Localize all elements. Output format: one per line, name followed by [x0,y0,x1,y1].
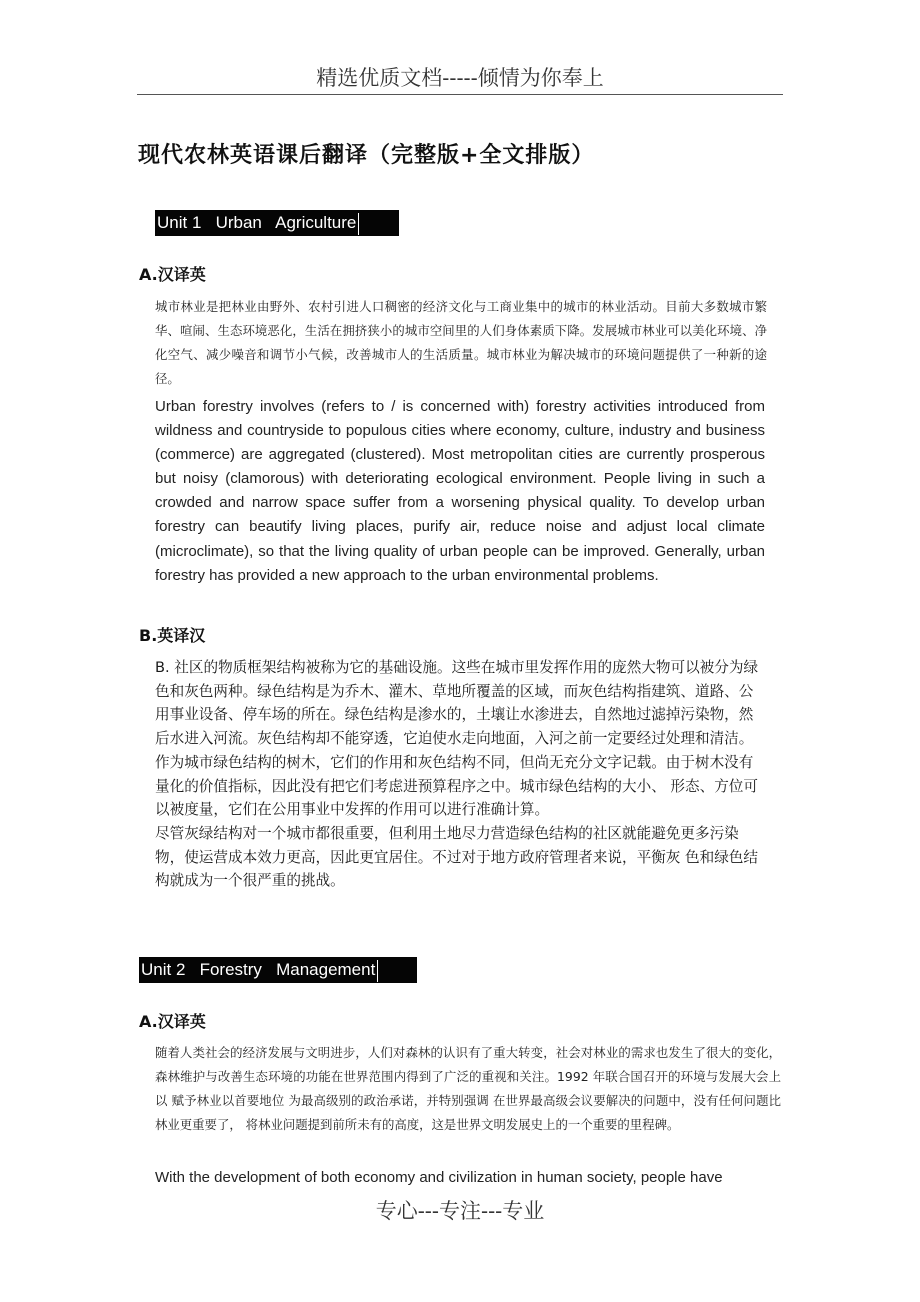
document-title: 现代农林英语课后翻译（完整版+全文排版） [138,143,595,168]
unit-2-chinese-source: 随着人类社会的经济发展与文明进步，人们对森林的认识有了重大转变，社会对林业的需求也发生了很大的变化，森林维护与改善生态环境的功能在世界范围内得到了广泛的重视和关注。1992 年联合国召开的环境与发展大会上以 赋予林业以首要地位 为最高级别的政治承诺，并特别强调 在世界最高级会议要解决的问题中，没有任何问题比林业更重要了， 将林业问题提到前所未有的高度，这是世界文明发展史上的一个重要的里程碑。 [155,1045,781,1132]
unit-1-section-b-heading: B.英译汉 [139,626,206,645]
unit-1-b-paragraph: B. 社区的物质框架结构被称为它的基础设施。这些在城市里发挥作用的庞然大物可以被分为绿色和灰色两种。绿色结构是为乔木、灌木、草地所覆盖的区域，而灰色结构指建筑、道路、公用事业设备、停车场的所在。绿色结构是渗水的，土壤让水渗进去，自然地过滤掉污染物，然后水进入河流。灰色结构却不能穿透，它迫使水走向地面，入河之前一定要经过处理和清洁。 [155,659,759,748]
unit-2-end-box [377,960,396,982]
page-header: 精选优质文档-----倾情为你奉上 [316,66,604,90]
unit-1-b-paragraph: 尽管灰绿结构对一个城市都很重要，但利用土地尽力营造绿色结构的社区就能避免更多污染物，使运营成本效力更高，因此更宜居住。不过对于地方政府管理者来说，平衡灰 色和绿色结构就成为一个很严重的挑战。 [155,824,758,890]
unit-2-banner [139,957,417,983]
header-divider [137,94,783,95]
unit-1-label: Unit 1 Urban Agriculture [157,213,357,232]
unit-1-chinese-source: 城市林业是把林业由野外、农村引进人口稠密的经济文化与工商业集中的城市的林业活动。目前大多数城市繁华、喧闹、生态环境恶化，生活在拥挤狭小的城市空间里的人们身体素质下降。发展城市林业可以美化环境、净化空气、减少噪音和调节小气候，改善城市人的生活质量。城市林业为解决城市的环境问题提供了一种新的途径。 [155,299,767,386]
page-footer: 专心---专注---专业 [375,1199,545,1223]
unit-2-section-a-heading: A.汉译英 [139,1012,206,1031]
unit-2-label: Unit 2 Forestry Management [141,960,376,979]
unit-1-section-a-heading: A.汉译英 [139,265,206,284]
unit-1-english-translation: Urban forestry involves (refers to / is concerned with) forestry activities introduced from wildness and countryside to populous cities where economy, culture, industry and business (commerce) are aggregated (clustered). Most metropolitan cities are currently prosperous but noisy (clamorous) with deteriorating ecological environment. People living in such a crowded and narrow space suffer from a worsening physical quality. To develop urban forestry can beautify living places, purify air, reduce noise and adjust local climate (microclimate), so that the living quality of urban people can be improved. Generally, urban forestry has provided a new approach to the urban environmental problems. [155,398,765,584]
unit-2-english-translation: With the development of both economy and civilization in human society, people have [155,1169,723,1186]
unit-1-banner [155,210,399,236]
unit-1-chinese-translation [155,656,767,893]
unit-1-end-box [358,213,377,235]
unit-1-b-paragraph: 作为城市绿色结构的树木，它们的作用和灰色结构不同，但尚无充分文字记载。由于树木没有量化的价值指标，因此没有把它们考虑进预算程序之中。城市绿色结构的大小、 形态、方位可以被度量，它们在公用事业中发挥的作用可以进行准确计算。 [155,753,758,819]
